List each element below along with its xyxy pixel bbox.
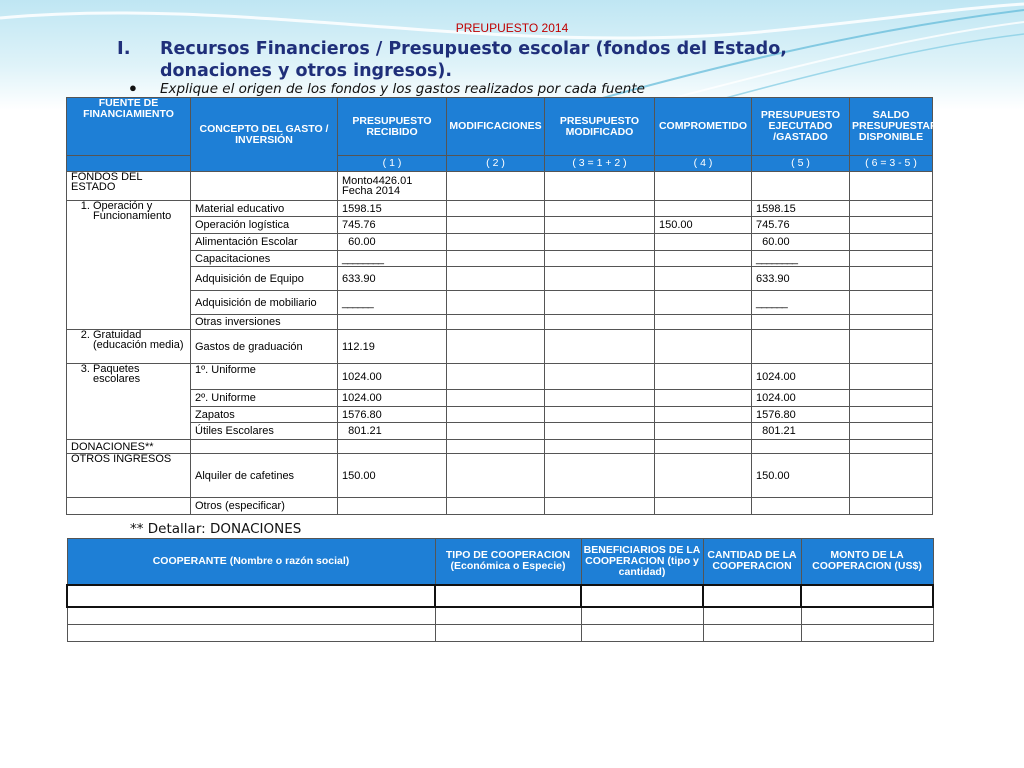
header-beneficiarios: BENEFICIARIOS DE LA COOPERACION (tipo y cantidad) [581,539,703,585]
header-tipo-cooperacion: TIPO DE COOPERACION (Económica o Especie) [435,539,581,585]
header-concepto: CONCEPTO DEL GASTO / INVERSIÓN [191,98,338,172]
subheader-6: ( 6 = 3 - 5 ) [850,156,933,172]
concept: Material educativo [191,201,338,217]
table-row [67,585,933,607]
committed [655,330,752,364]
received: 60.00 [338,234,447,251]
executed: 1024.00 [752,364,850,390]
group-1-cell [67,201,191,330]
table-row [67,267,933,291]
fondos-amount-cell [338,172,447,201]
fondos-label: FONDOS DEL ESTADO [67,172,191,201]
table-row [67,364,933,390]
executed: 1024.00 [752,390,850,407]
bullet-icon: ● [129,80,137,95]
concept: Otros (especificar) [191,498,338,515]
subheader-2: ( 2 ) [447,156,545,172]
group-3-cell [67,364,191,440]
table-row [67,407,933,423]
executed: 1598.15 [752,201,850,217]
concept: Operación logística [191,217,338,234]
header-saldo: SALDO PRESUPUESTARIO DISPONIBLE [850,98,933,156]
executed: ______ [752,291,850,315]
committed [655,291,752,315]
table-row [67,315,933,330]
executed: 150.00 [752,454,850,498]
executed [752,330,850,364]
table-row [67,251,933,267]
donaciones-label: DONACIONES** [67,440,191,454]
received: ________ [338,251,447,267]
executed: 60.00 [752,234,850,251]
table-row [67,217,933,234]
header-fuente: FUENTE DE FINANCIAMIENTO [67,98,191,156]
executed: ________ [752,251,850,267]
executed: 745.76 [752,217,850,234]
donations-detail-label: ** Detallar: DONACIONES [130,521,302,537]
header-modificaciones: MODIFICACIONES [447,98,545,156]
received: 112.19 [338,330,447,364]
executed: 801.21 [752,423,850,440]
group-2-cell [67,330,191,364]
subheader-4: ( 4 ) [655,156,752,172]
subheader-5: ( 5 ) [752,156,850,172]
table-row [67,390,933,407]
table-row [67,234,933,251]
received: 1024.00 [338,364,447,390]
committed [655,315,752,330]
committed [655,234,752,251]
header-cantidad: CANTIDAD DE LA COOPERACION [703,539,801,585]
committed [655,251,752,267]
group-2-label: 2. Gratuidad (educación media) [93,330,186,350]
executed: 1576.80 [752,407,850,423]
table-row [67,607,933,625]
section-number: I. [117,38,131,59]
header-presupuesto-ejecutado: PRESUPUESTO EJECUTADO /GASTADO [752,98,850,156]
received: 745.76 [338,217,447,234]
received: 633.90 [338,267,447,291]
table-row [67,201,933,217]
concept: Capacitaciones [191,251,338,267]
fondos-date: Fecha 2014 [342,185,401,197]
committed [655,201,752,217]
table-row [67,498,933,515]
table-row [67,440,933,454]
table-row [67,330,933,364]
fondos-amount: Monto4426.01 [342,175,413,187]
committed [655,407,752,423]
concept: 1º. Uniforme [191,364,338,390]
header-monto: MONTO DE LA COOPERACION (US$) [801,539,933,585]
subheader-1: ( 1 ) [338,156,447,172]
budget-table [66,97,949,515]
received: 801.21 [338,423,447,440]
subheader-3: ( 3 = 1 + 2 ) [545,156,655,172]
concept: Alquiler de cafetines [191,454,338,498]
concept: 2º. Uniforme [191,390,338,407]
concept: Zapatos [191,407,338,423]
group-1-label: 1. Operación y Funcionamiento [93,201,186,221]
received [338,315,447,330]
group-3-label: 3. Paquetes escolares [93,364,186,384]
table-row [67,624,933,641]
header-cooperante: COOPERANTE (Nombre o razón social) [67,539,435,585]
donations-table [66,538,934,642]
table-row [67,454,933,498]
section-heading: Recursos Financieros / Presupuesto escolar (fondos del Estado, donaciones y otros ingresos). [160,39,787,81]
concept: Alimentación Escolar [191,234,338,251]
received: 1024.00 [338,390,447,407]
concept: Adquisición de mobiliario [191,291,338,315]
received: 1576.80 [338,407,447,423]
received: 1598.15 [338,201,447,217]
executed [752,498,850,515]
committed [655,364,752,390]
committed [655,390,752,407]
executed [752,315,850,330]
table-row [67,423,933,440]
committed: 150.00 [655,217,752,234]
concept: Otras inversiones [191,315,338,330]
received: ______ [338,291,447,315]
table-row [67,172,933,201]
header-presupuesto-recibido: PRESUPUESTO RECIBIDO [338,98,447,156]
concept: Adquisición de Equipo [191,267,338,291]
concept: Gastos de graduación [191,330,338,364]
document-small-title: PREUPUESTO 2014 [455,21,569,35]
committed [655,267,752,291]
committed [655,423,752,440]
concept: Útiles Escolares [191,423,338,440]
otros-ingresos-label: OTROS INGRESOS [67,454,191,498]
received [338,498,447,515]
received: 150.00 [338,454,447,498]
header-presupuesto-modificado: PRESUPUESTO MODIFICADO [545,98,655,156]
executed: 633.90 [752,267,850,291]
header-fuente-blank [67,156,191,172]
table-row [67,291,933,315]
instruction-text: Explique el origen de los fondos y los gastos realizados por cada fuente [160,81,645,97]
header-comprometido: COMPROMETIDO [655,98,752,156]
